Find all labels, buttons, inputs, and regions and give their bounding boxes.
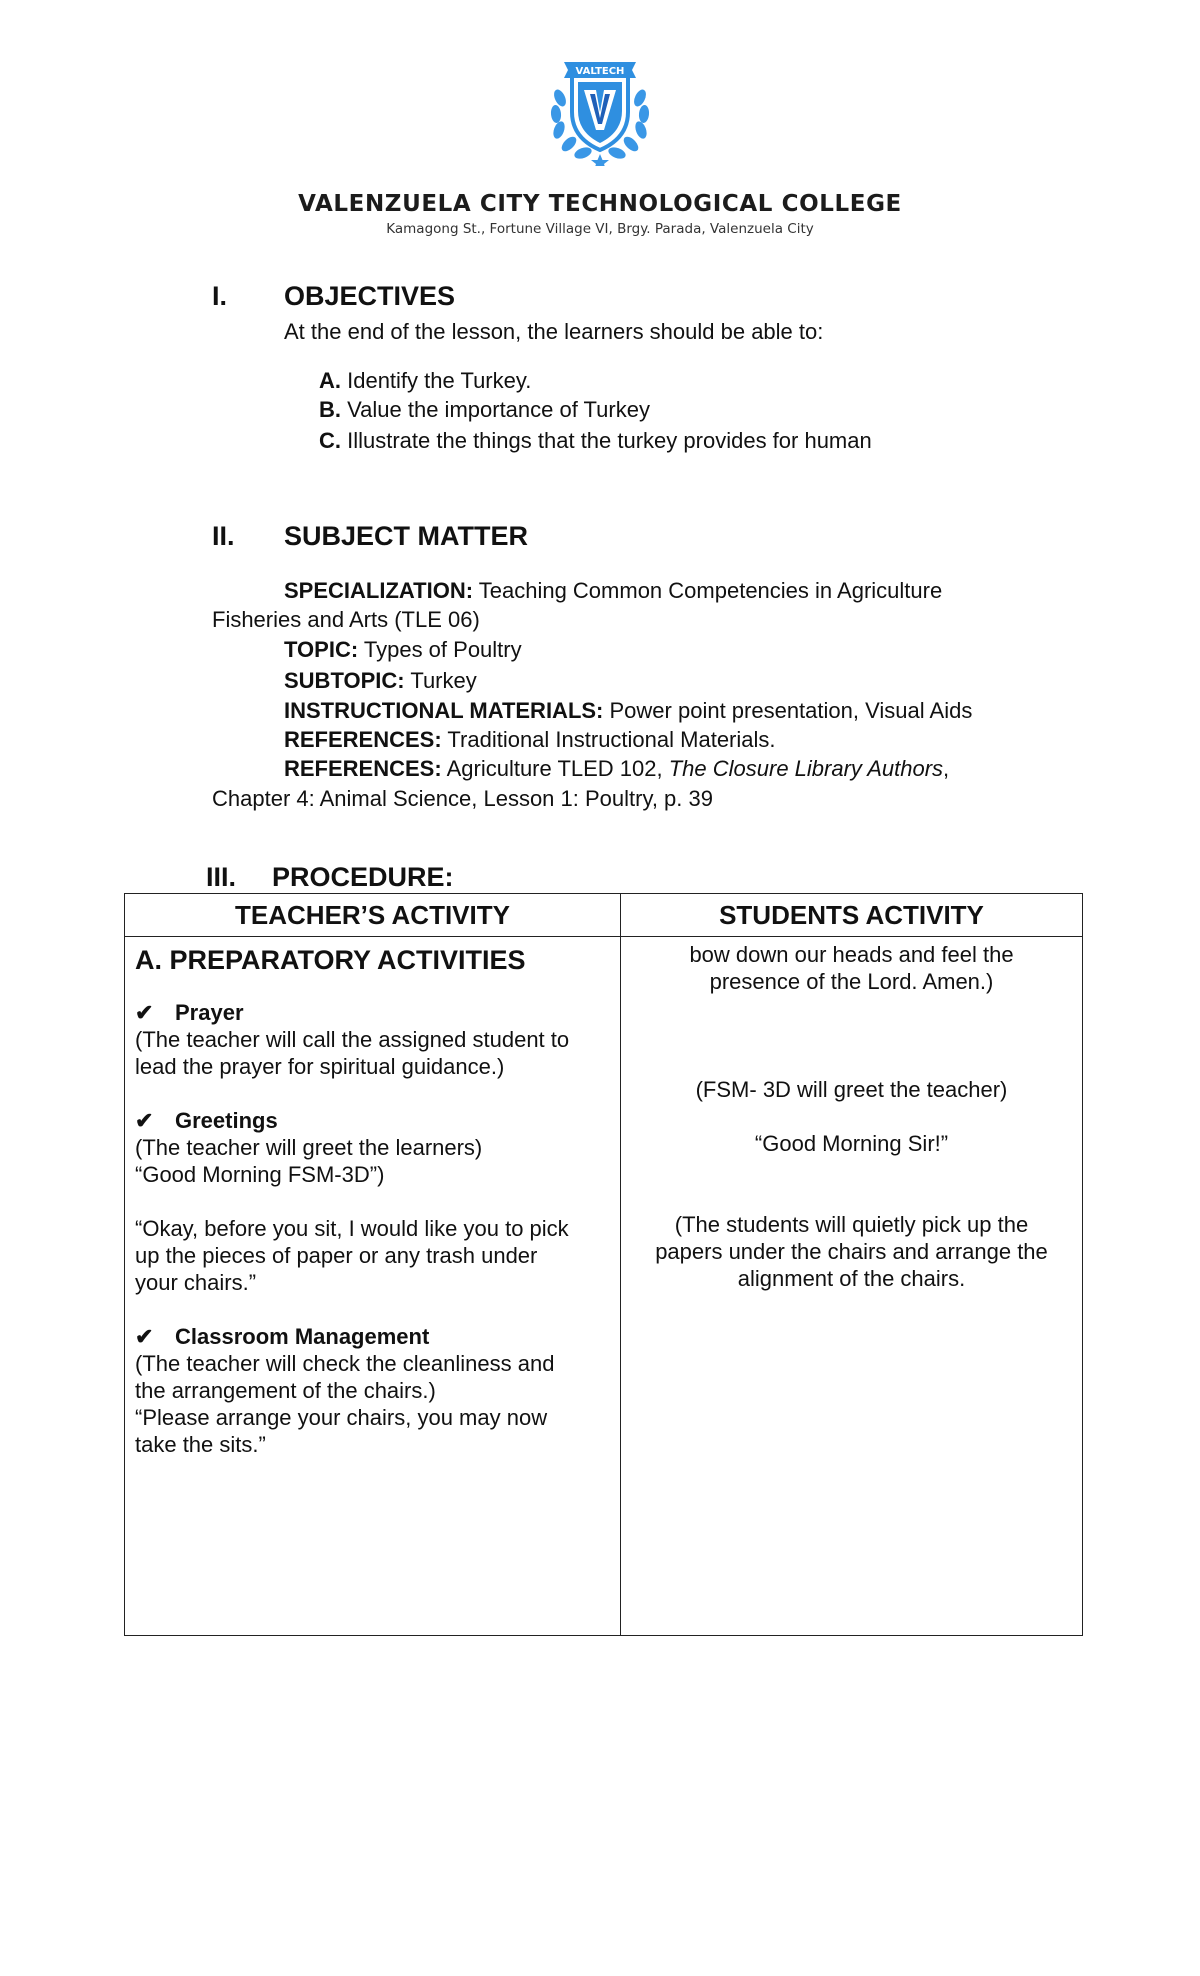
specialization-value: Teaching Common Competencies in Agriculture [473,578,943,603]
references-value: Traditional Instructional Materials. [441,727,776,752]
students-prayer-text: presence of the Lord. Amen.) [709,969,994,994]
section-title-procedure: PROCEDURE: [272,862,454,892]
valtech-logo [546,56,654,166]
objective-text: Identify the Turkey. [341,368,532,393]
checkmark-icon: ✔ [135,1108,154,1133]
section-numeral-subject-matter: II. [212,521,235,551]
checkmark-icon: ✔ [135,1324,154,1349]
students-pick-text: alignment of the chairs. [737,1266,966,1291]
specialization-line [284,578,942,604]
students-pick-text: (The students will quietly pick up the [674,1212,1029,1237]
references-label: REFERENCES: [284,727,442,752]
greetings-title: Greetings [175,1108,278,1133]
section-numeral-procedure: III. [206,862,237,892]
section-title-subject-matter: SUBJECT MATTER [284,521,529,551]
instruction-text: your chairs.” [135,1270,257,1295]
prayer-item [135,999,610,1026]
subtopic-value: Turkey [404,668,477,693]
greetings-item [135,1107,610,1134]
objectives-intro: At the end of the lesson, the learners should be able to: [284,319,824,344]
classroom-text: take the sits.” [135,1432,266,1457]
objective-item [319,368,531,394]
prayer-text: (The teacher will call the assigned student to [135,1027,570,1052]
topic-label: TOPIC: [284,637,359,662]
objective-text: Illustrate the things that the turkey provides for human [341,428,872,453]
logo-text: VALTECH [575,66,625,77]
classroom-text: (The teacher will check the cleanliness and [135,1351,555,1376]
subtopic-label: SUBTOPIC: [284,668,405,693]
classroom-management-title: Classroom Management [175,1324,430,1349]
greetings-text: (The teacher will greet the learners) [135,1135,483,1160]
materials-label: INSTRUCTIONAL MATERIALS: [284,698,604,723]
table-header-row [125,894,1083,937]
greetings-text: “Good Morning FSM-3D”) [135,1162,385,1187]
section-numeral-objectives: I. [212,281,228,311]
objective-item [319,428,872,454]
prayer-title: Prayer [175,1000,244,1025]
references-continuation: Chapter 4: Animal Science, Lesson 1: Poultry, p. 39 [212,786,713,811]
preparatory-activities-title: A. PREPARATORY ACTIVITIES [135,945,526,975]
classroom-text: “Please arrange your chairs, you may now [135,1405,548,1430]
subtopic-line [284,668,477,694]
teacher-activity-cell [125,937,621,1636]
students-prayer-text: bow down our heads and feel the [689,942,1014,967]
students-greet-reply: “Good Morning Sir!” [754,1131,949,1156]
specialization-continuation: Fisheries and Arts (TLE 06) [212,607,480,632]
procedure-table [124,893,1083,1636]
objective-letter: C. [319,428,341,453]
table-row [125,937,1083,1636]
classroom-text: the arrangement of the chairs.) [135,1378,436,1403]
topic-line [284,637,522,663]
materials-line [284,698,972,724]
classroom-management-item [135,1323,610,1350]
checkmark-icon: ✔ [135,1000,154,1025]
students-activity-header: STUDENTS ACTIVITY [621,894,1083,937]
school-address: Kamagong St., Fortune Village VI, Brgy. Parada, Valenzuela City [386,221,814,237]
references-value: Agriculture TLED 102, [441,756,669,781]
references-line [284,756,949,782]
school-name: VALENZUELA CITY TECHNOLOGICAL COLLEGE [298,191,902,217]
instruction-text: up the pieces of paper or any trash under [135,1243,538,1268]
section-title-objectives: OBJECTIVES [284,281,456,311]
objective-item [319,397,650,423]
references-comma: , [943,756,950,781]
students-pick-text: papers under the chairs and arrange the [655,1239,1048,1264]
objective-letter: A. [319,368,341,393]
references-label: REFERENCES: [284,756,442,781]
references-book-title: The Closure Library Authors [668,756,944,781]
teacher-activity-header: TEACHER’S ACTIVITY [125,894,621,937]
materials-value: Power point presentation, Visual Aids [603,698,973,723]
instruction-text: “Okay, before you sit, I would like you to pick [135,1216,569,1241]
objective-text: Value the importance of Turkey [341,397,650,422]
objective-letter: B. [319,397,341,422]
references-line [284,727,776,753]
students-greet-text: (FSM- 3D will greet the teacher) [695,1077,1008,1102]
topic-value: Types of Poultry [358,637,522,662]
prayer-text: lead the prayer for spiritual guidance.) [135,1054,505,1079]
specialization-label: SPECIALIZATION: [284,578,474,603]
students-activity-cell [621,937,1083,1636]
